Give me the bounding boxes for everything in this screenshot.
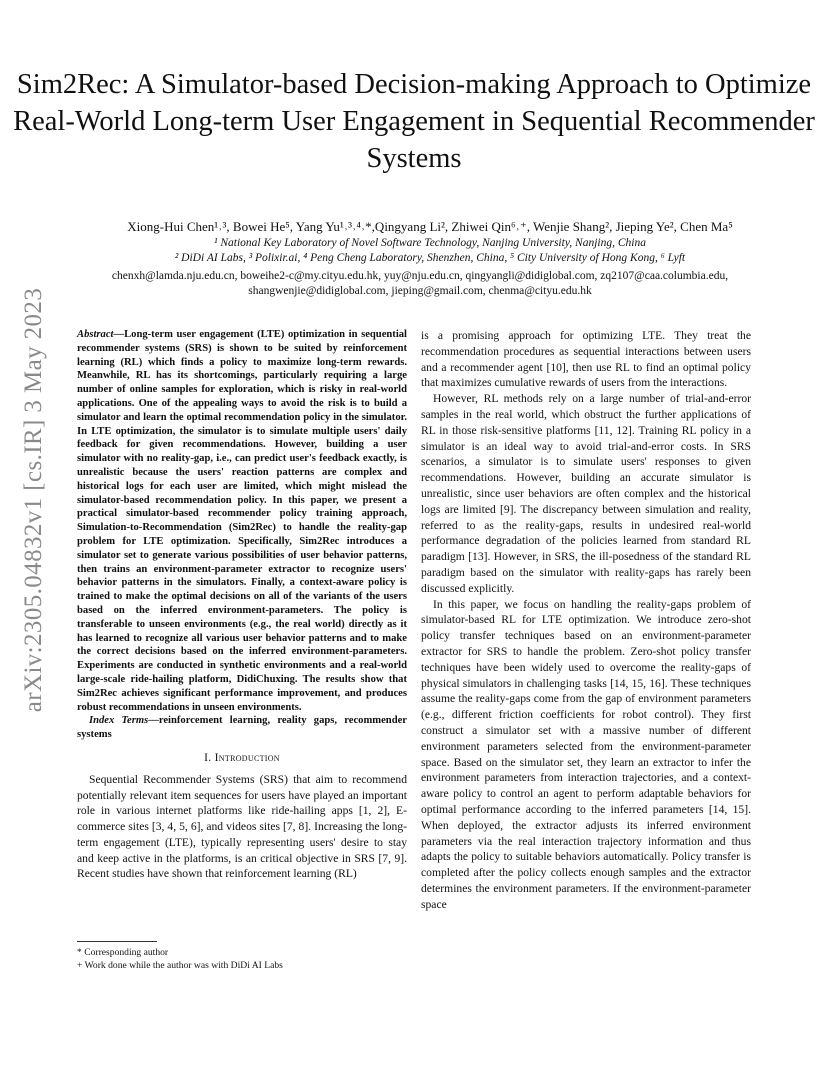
footnote-corresponding: * Corresponding author xyxy=(77,947,169,958)
author-emails xyxy=(40,269,800,299)
right-paragraph-2: However, RL methods rely on a large number of trial-and-error samples in the real world, which obstruct the further applications of RL in those risk-sensitive platforms [11, 12]. Training RL policy in a simulator is an ideal way to avoid trial-and-error costs. In SRS scenarios, a simulator is to simulate users' responses to given recommendations. However, building an accurate simulator is unrealistic, since user behaviors are often complex and the historical logs are limited [9]. The discrepancy between simulation and reality, referred to as the reality-gaps, results in undesired real-world performance degradation of the policies learned from standard RL paradigm [13]. However, in SRS, the ill-posedness of the standard RL paradigm based on the simulator with reality-gaps has rarely been discussed explicitly. xyxy=(421,392,751,595)
footnote-work-done: + Work done while the author was with DiDi AI Labs xyxy=(77,960,283,971)
index-terms xyxy=(77,714,407,742)
left-column xyxy=(77,328,407,882)
index-terms-text: —reinforcement learning, reality gaps, recommender systems xyxy=(77,715,407,741)
arxiv-stamp-text: arXiv:2305.04832v1 [cs.IR] 3 May 2023 xyxy=(20,287,47,713)
right-paragraph-1: is a promising approach for optimizing LTE. They treat the recommendation procedures as sequential interactions between users and a recommender agent [10], then use RL to find an optimal policy that maximizes cumulative rewards of users from the interactions. xyxy=(421,329,751,390)
affiliation-line-1: ¹ National Key Laboratory of Novel Software Technology, Nanjing University, Nanjing, China xyxy=(214,237,646,249)
email-line-1: chenxh@lamda.nju.edu.cn, boweihe2-c@my.cityu.edu.hk, yuy@nju.edu.cn, qingyangli@didiglobal.com, zq2107@caa.columbia.edu, xyxy=(111,270,729,282)
footnote-rule xyxy=(77,941,157,942)
index-terms-label: Index Terms xyxy=(89,715,149,727)
intro-paragraph-1: Sequential Recommender Systems (SRS) that aim to recommend potentially relevant item sequences for users have played an important role in various internet platforms like ride-hailing apps [1, 2], E-commerce sites [3, 4, 5, 6], and videos sites [7, 8]. Increasing the long-term engagement (LTE), typically representing users' desire to stay and keep active in the platforms, is an critical objective in SRS [7, 9]. Recent studies have shown that reinforcement learning (RL) xyxy=(77,772,407,881)
paper-title: Sim2Rec: A Simulator-based Decision-making Approach to Optimize Real-World Long-term User Engagement in Sequential Recommender Systems xyxy=(13,69,815,174)
right-paragraph-3: In this paper, we focus on handling the reality-gaps problem of simulator-based RL for LTE optimization. We introduce zero-shot policy transfer techniques based on an environment-parameter extractor for SRS to handle the problem. Zero-shot policy transfer techniques have been widely used to overcome the reality-gaps of physical simulators in challenging tasks [14, 15, 16]. These techniques assume the reality-gaps come from the gap of environment parameters (e.g., different friction coefficients for robot control). They first construct a simulator set with a massive number of different environment parameters selected from the environment-parameter space. Based on the simulator set, they learn an extractor to infer the environment parameters from interaction trajectories, and a context-aware policy to control an agent to perform adaptable behaviors for optimal performance according to the inferred parameters [14, 15]. When deployed, the extractor adjusts its inferred environment parameters via the real interaction trajectory information and thus adapts the policy to suitable behaviors automatically. Policy transfer is completed after the policy collects enough samples and the extractor determines the environment parameters. If the environment-parameter space xyxy=(421,597,751,911)
affiliation-line-2: ² DiDi AI Labs, ³ Polixir.ai, ⁴ Peng Cheng Laboratory, Shenzhen, China, ⁵ City University of Hong Kong, ⁶ Lyft xyxy=(174,252,686,264)
abstract xyxy=(77,328,407,714)
abstract-label: Abstract xyxy=(77,329,114,340)
abstract-text: —Long-term user engagement (LTE) optimization in sequential recommender systems (SRS) is shown to be suited by reinforcement learning (RL) which finds a policy to maximize long-term rewards. Meanwhile, RL has its shortcomings, particularly requiring a large number of online samples for exploration, which is risky in real-world applications. One of the appealing ways to avoid the risk is to build a simulator and learn the optimal recommendation policy in the simulator. In LTE optimization, the simulator is to simulate multiple users' daily feedback for given recommendations. However, building a user simulator with no reality-gap, i.e., can predict user's feedback exactly, is unrealistic because the users' reaction patterns are complex and historical logs for each user are limited, which might mislead the simulator-based recommendation policy. In this paper, we present a practical simulator-based recommender policy training approach, Simulation-to-Recommendation (Sim2Rec) to handle the reality-gap problem for LTE optimization. Specifically, Sim2Rec introduces a simulator set to generate various possibilities of user behavior patterns, then trains an environment-parameter extractor to recognize users' behavior patterns in the simulators. Finally, a context-aware policy is trained to make the optimal decisions on all of the variants of the users based on the inferred environment-parameters. The policy is transferable to unseen environments (e.g., the real world) directly as it has learned to recognize all various user behavior patterns and to make the correct decisions based on the inferred environment-parameters. Experiments are conducted in synthetic environments and a real-world large-scale ride-hailing platform, DidiChuxing. The results show that Sim2Rec achieves significant performance improvement, and produces robust recommendations in unseen environments. xyxy=(77,329,407,713)
right-column xyxy=(421,328,751,912)
footnotes xyxy=(77,946,407,972)
author-list: Xiong-Hui Chen¹˒³, Bowei He⁵, Yang Yu¹˒³˒⁴˒*,Qingyang Li², Zhiwei Qin⁶˒⁺, Wenjie Shang², Jieping Ye², Chen Ma⁵ xyxy=(127,219,733,234)
arxiv-stamp xyxy=(12,287,56,713)
section-heading-introduction: I. Introduction xyxy=(204,750,280,764)
email-line-2: shangwenjie@didiglobal.com, jieping@gmail.com, chenma@cityu.edu.hk xyxy=(248,285,592,297)
